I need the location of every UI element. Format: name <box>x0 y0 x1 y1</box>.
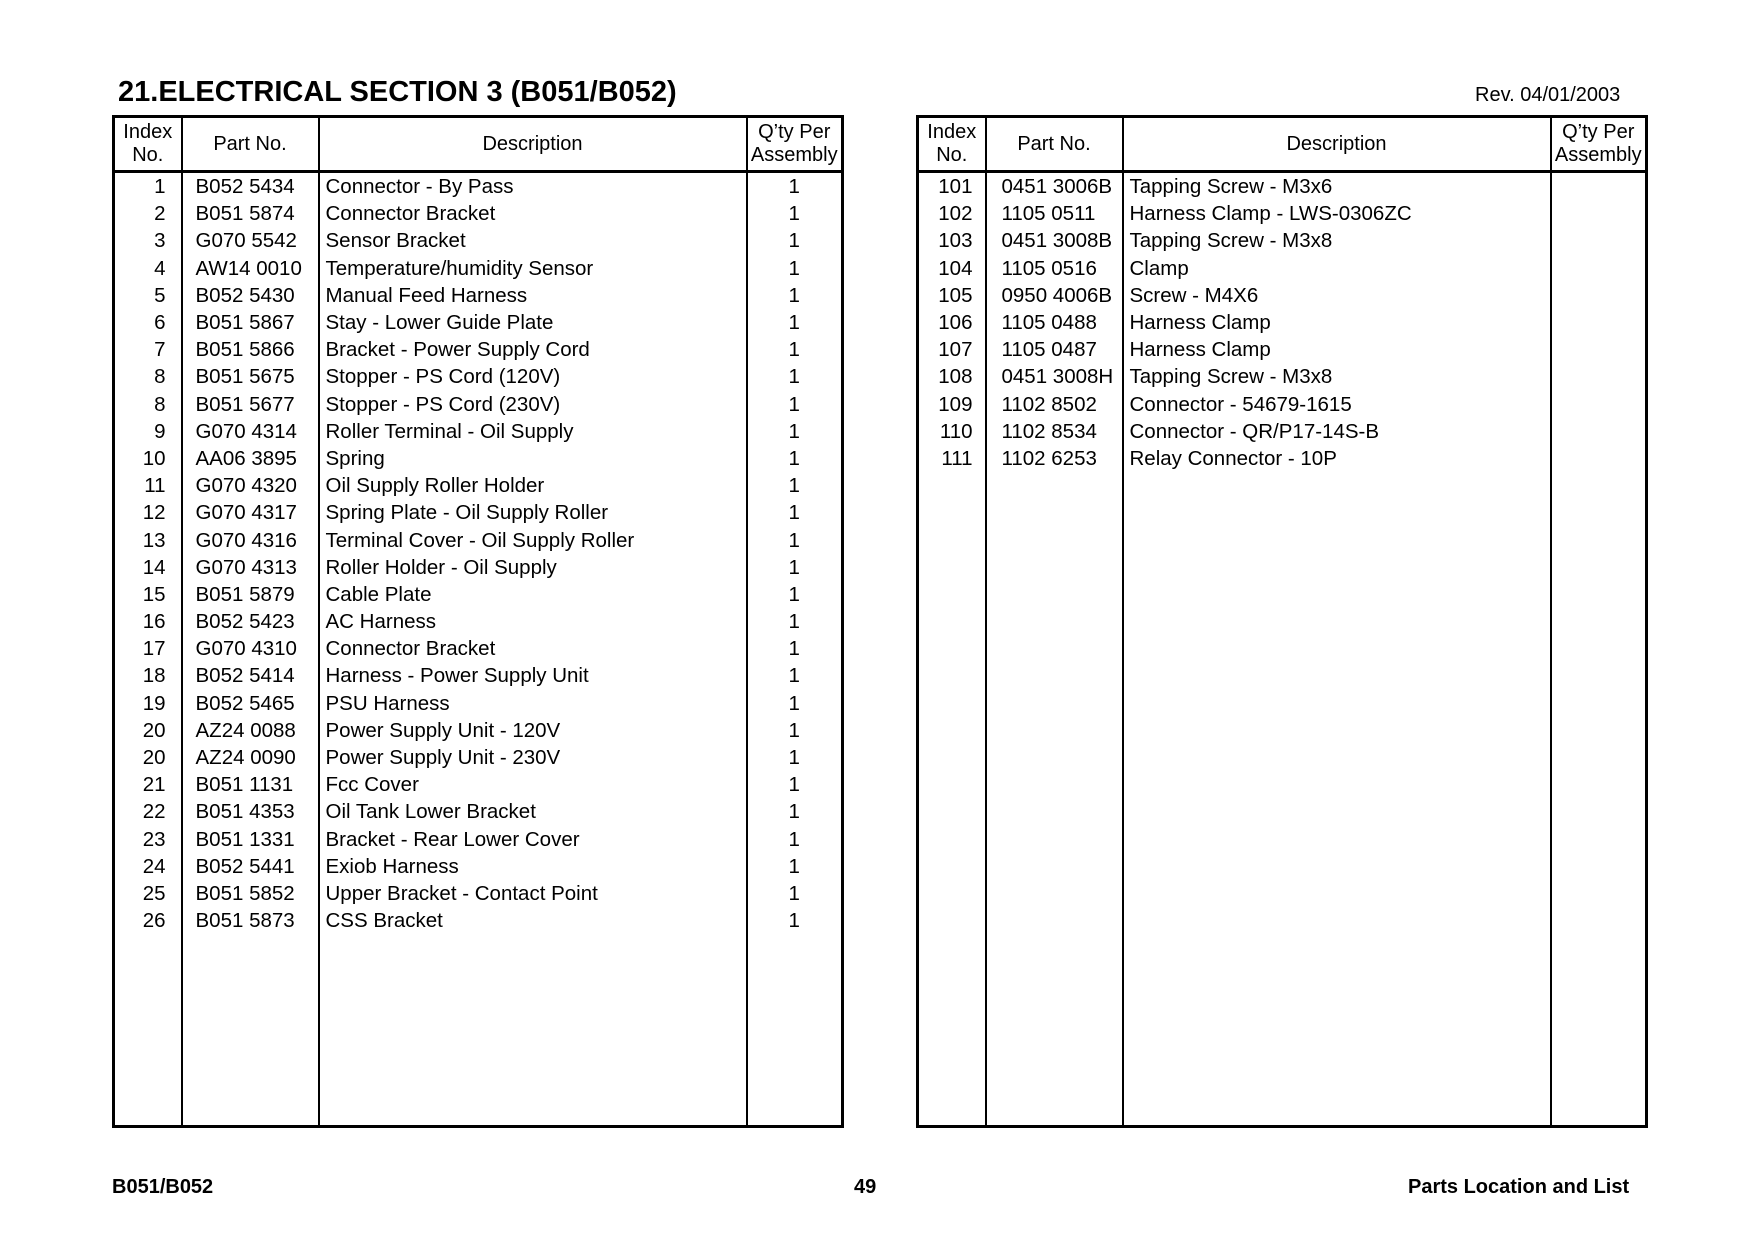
cell-qty <box>1551 282 1647 309</box>
cell-qty: 1 <box>747 744 843 771</box>
cell-qty: 1 <box>747 255 843 282</box>
column-header-description: Description <box>319 117 747 172</box>
cell-description: Manual Feed Harness <box>319 282 747 309</box>
cell-description: Stopper - PS Cord (120V) <box>319 363 747 390</box>
table-row <box>114 282 843 309</box>
cell-part: B051 1131 <box>182 771 319 798</box>
cell-qty: 1 <box>747 717 843 744</box>
cell-qty: 1 <box>747 499 843 526</box>
table-row <box>114 255 843 282</box>
cell-part: B052 5423 <box>182 608 319 635</box>
cell-qty: 1 <box>747 771 843 798</box>
cell-qty: 1 <box>747 172 843 201</box>
cell-qty: 1 <box>747 418 843 445</box>
table-row <box>114 309 843 336</box>
table-row <box>114 554 843 581</box>
cell-part: 1105 0516 <box>986 255 1123 282</box>
cell-description: Harness Clamp <box>1123 336 1551 363</box>
cell-description: Harness - Power Supply Unit <box>319 662 747 689</box>
cell-part: G070 4314 <box>182 418 319 445</box>
cell-part: B051 5874 <box>182 200 319 227</box>
cell-description: Power Supply Unit - 230V <box>319 744 747 771</box>
cell-index: 23 <box>114 826 182 853</box>
cell-qty: 1 <box>747 662 843 689</box>
cell-part: 0451 3008B <box>986 227 1123 254</box>
cell-index: 106 <box>918 309 986 336</box>
cell-part: 1105 0511 <box>986 200 1123 227</box>
cell-qty: 1 <box>747 608 843 635</box>
cell-description: Temperature/humidity Sensor <box>319 255 747 282</box>
column-header-part-no: Part No. <box>182 117 319 172</box>
cell-description: AC Harness <box>319 608 747 635</box>
cell-part: B052 5414 <box>182 662 319 689</box>
table-row <box>918 255 1647 282</box>
cell-description: Stay - Lower Guide Plate <box>319 309 747 336</box>
cell-qty: 1 <box>747 853 843 880</box>
cell-index: 108 <box>918 363 986 390</box>
cell-part: 1105 0488 <box>986 309 1123 336</box>
table-row <box>114 635 843 662</box>
cell-description: Upper Bracket - Contact Point <box>319 880 747 907</box>
cell-description: PSU Harness <box>319 690 747 717</box>
table-row <box>114 227 843 254</box>
cell-index: 110 <box>918 418 986 445</box>
cell-description: Spring <box>319 445 747 472</box>
cell-part: AA06 3895 <box>182 445 319 472</box>
cell-index: 111 <box>918 445 986 472</box>
cell-description: Sensor Bracket <box>319 227 747 254</box>
cell-part: B052 5430 <box>182 282 319 309</box>
cell-part: G070 4317 <box>182 499 319 526</box>
cell-index: 11 <box>114 472 182 499</box>
cell-qty: 1 <box>747 690 843 717</box>
revision-date: Rev. 04/01/2003 <box>1475 84 1621 106</box>
cell-qty <box>1551 227 1647 254</box>
cell-index: 10 <box>114 445 182 472</box>
column-header-description: Description <box>1123 117 1551 172</box>
cell-part: 0451 3008H <box>986 363 1123 390</box>
empty-row-space <box>114 934 843 1126</box>
table-row <box>114 499 843 526</box>
table-row <box>114 336 843 363</box>
table-row <box>114 907 843 934</box>
cell-qty <box>1551 200 1647 227</box>
cell-index: 1 <box>114 172 182 201</box>
cell-description: Exiob Harness <box>319 853 747 880</box>
cell-description: Connector Bracket <box>319 200 747 227</box>
cell-qty <box>1551 172 1647 201</box>
cell-qty: 1 <box>747 554 843 581</box>
cell-part: G070 4310 <box>182 635 319 662</box>
empty-row-space <box>918 472 1647 1126</box>
table-row <box>918 282 1647 309</box>
cell-part: 1102 8502 <box>986 391 1123 418</box>
footer-page-number: 49 <box>854 1176 877 1198</box>
table-row <box>114 880 843 907</box>
table-row <box>918 418 1647 445</box>
cell-description: Terminal Cover - Oil Supply Roller <box>319 526 747 553</box>
cell-qty: 1 <box>747 363 843 390</box>
cell-qty <box>1551 418 1647 445</box>
cell-description: Spring Plate - Oil Supply Roller <box>319 499 747 526</box>
column-header-qty: Q’ty Per Assembly <box>747 117 843 172</box>
cell-qty <box>1551 363 1647 390</box>
cell-description: Fcc Cover <box>319 771 747 798</box>
cell-description: Connector - QR/P17-14S-B <box>1123 418 1551 445</box>
table-row <box>114 418 843 445</box>
cell-part: B052 5441 <box>182 853 319 880</box>
table-row <box>114 445 843 472</box>
cell-index: 8 <box>114 363 182 390</box>
parts-table-left-body <box>114 172 843 1127</box>
cell-part: B051 1331 <box>182 826 319 853</box>
cell-index: 20 <box>114 744 182 771</box>
cell-index: 20 <box>114 717 182 744</box>
cell-part: B051 5852 <box>182 880 319 907</box>
cell-part: 1102 8534 <box>986 418 1123 445</box>
table-row <box>114 200 843 227</box>
table-row <box>114 472 843 499</box>
cell-qty: 1 <box>747 282 843 309</box>
column-header-part-no: Part No. <box>986 117 1123 172</box>
cell-qty: 1 <box>747 227 843 254</box>
cell-description: Relay Connector - 10P <box>1123 445 1551 472</box>
column-header-index: Index No. <box>114 117 182 172</box>
cell-qty: 1 <box>747 200 843 227</box>
cell-index: 22 <box>114 798 182 825</box>
table-header-row <box>114 117 843 172</box>
table-row <box>114 853 843 880</box>
cell-description: Connector - By Pass <box>319 172 747 201</box>
cell-part: 1102 6253 <box>986 445 1123 472</box>
cell-qty <box>1551 445 1647 472</box>
cell-index: 25 <box>114 880 182 907</box>
cell-part: B051 5866 <box>182 336 319 363</box>
cell-description: Oil Tank Lower Bracket <box>319 798 747 825</box>
cell-description: Screw - M4X6 <box>1123 282 1551 309</box>
cell-index: 7 <box>114 336 182 363</box>
cell-qty: 1 <box>747 880 843 907</box>
cell-qty: 1 <box>747 798 843 825</box>
cell-description: Tapping Screw - M3x6 <box>1123 172 1551 201</box>
column-header-qty: Q’ty Per Assembly <box>1551 117 1647 172</box>
cell-part: 0950 4006B <box>986 282 1123 309</box>
cell-description: Tapping Screw - M3x8 <box>1123 363 1551 390</box>
cell-part: 1105 0487 <box>986 336 1123 363</box>
cell-qty <box>1551 391 1647 418</box>
cell-index: 103 <box>918 227 986 254</box>
table-row <box>918 227 1647 254</box>
cell-qty: 1 <box>747 907 843 934</box>
cell-qty: 1 <box>747 635 843 662</box>
cell-part: G070 4316 <box>182 526 319 553</box>
cell-description: Harness Clamp <box>1123 309 1551 336</box>
cell-description: Oil Supply Roller Holder <box>319 472 747 499</box>
cell-description: Bracket - Rear Lower Cover <box>319 826 747 853</box>
cell-index: 105 <box>918 282 986 309</box>
cell-qty: 1 <box>747 826 843 853</box>
cell-qty: 1 <box>747 581 843 608</box>
cell-index: 8 <box>114 391 182 418</box>
table-row <box>918 200 1647 227</box>
table-row <box>918 363 1647 390</box>
cell-qty <box>1551 309 1647 336</box>
cell-part: AW14 0010 <box>182 255 319 282</box>
column-header-index: Index No. <box>918 117 986 172</box>
cell-part: B051 5867 <box>182 309 319 336</box>
cell-index: 101 <box>918 172 986 201</box>
table-row <box>918 309 1647 336</box>
cell-description: Roller Holder - Oil Supply <box>319 554 747 581</box>
cell-index: 2 <box>114 200 182 227</box>
cell-index: 19 <box>114 690 182 717</box>
cell-part: G070 4313 <box>182 554 319 581</box>
cell-index: 14 <box>114 554 182 581</box>
parts-table-right-body <box>918 172 1647 1127</box>
cell-part: B051 5675 <box>182 363 319 390</box>
table-row <box>918 336 1647 363</box>
cell-index: 15 <box>114 581 182 608</box>
table-row <box>114 826 843 853</box>
table-row <box>114 608 843 635</box>
cell-qty: 1 <box>747 526 843 553</box>
cell-description: Connector - 54679-1615 <box>1123 391 1551 418</box>
cell-description: Harness Clamp - LWS-0306ZC <box>1123 200 1551 227</box>
cell-part: B051 5677 <box>182 391 319 418</box>
cell-qty <box>1551 255 1647 282</box>
cell-part: B051 5879 <box>182 581 319 608</box>
cell-description: Power Supply Unit - 120V <box>319 717 747 744</box>
cell-index: 104 <box>918 255 986 282</box>
cell-qty <box>1551 336 1647 363</box>
cell-qty: 1 <box>747 336 843 363</box>
cell-part: B051 4353 <box>182 798 319 825</box>
parts-table-left <box>112 115 844 1128</box>
cell-index: 16 <box>114 608 182 635</box>
table-row <box>114 172 843 201</box>
cell-index: 17 <box>114 635 182 662</box>
cell-part: B051 5873 <box>182 907 319 934</box>
cell-index: 6 <box>114 309 182 336</box>
cell-index: 3 <box>114 227 182 254</box>
footer-section-title: Parts Location and List <box>1408 1176 1630 1198</box>
cell-description: Stopper - PS Cord (230V) <box>319 391 747 418</box>
table-row <box>114 717 843 744</box>
cell-index: 18 <box>114 662 182 689</box>
cell-part: 0451 3006B <box>986 172 1123 201</box>
table-row <box>918 391 1647 418</box>
cell-description: CSS Bracket <box>319 907 747 934</box>
table-row <box>114 690 843 717</box>
cell-part: AZ24 0088 <box>182 717 319 744</box>
cell-qty: 1 <box>747 309 843 336</box>
table-row <box>114 391 843 418</box>
cell-index: 21 <box>114 771 182 798</box>
table-row <box>918 445 1647 472</box>
cell-qty: 1 <box>747 472 843 499</box>
cell-description: Tapping Screw - M3x8 <box>1123 227 1551 254</box>
cell-index: 13 <box>114 526 182 553</box>
cell-index: 9 <box>114 418 182 445</box>
cell-description: Bracket - Power Supply Cord <box>319 336 747 363</box>
cell-index: 26 <box>114 907 182 934</box>
cell-part: B052 5465 <box>182 690 319 717</box>
cell-index: 24 <box>114 853 182 880</box>
table-row <box>918 172 1647 201</box>
cell-description: Roller Terminal - Oil Supply <box>319 418 747 445</box>
table-row <box>114 771 843 798</box>
parts-table-right <box>916 115 1648 1128</box>
table-row <box>114 744 843 771</box>
cell-index: 107 <box>918 336 986 363</box>
cell-index: 109 <box>918 391 986 418</box>
cell-part: B052 5434 <box>182 172 319 201</box>
table-row <box>114 581 843 608</box>
cell-index: 102 <box>918 200 986 227</box>
footer-model: B051/B052 <box>112 1176 214 1198</box>
cell-description: Clamp <box>1123 255 1551 282</box>
cell-qty: 1 <box>747 391 843 418</box>
page-title: 21.ELECTRICAL SECTION 3 (B051/B052) <box>118 76 677 108</box>
cell-description: Connector Bracket <box>319 635 747 662</box>
table-row <box>114 798 843 825</box>
table-row <box>114 662 843 689</box>
table-row <box>114 526 843 553</box>
cell-qty: 1 <box>747 445 843 472</box>
cell-part: AZ24 0090 <box>182 744 319 771</box>
cell-description: Cable Plate <box>319 581 747 608</box>
cell-part: G070 5542 <box>182 227 319 254</box>
cell-part: G070 4320 <box>182 472 319 499</box>
table-header-row <box>918 117 1647 172</box>
cell-index: 5 <box>114 282 182 309</box>
table-row <box>114 363 843 390</box>
cell-index: 12 <box>114 499 182 526</box>
cell-index: 4 <box>114 255 182 282</box>
